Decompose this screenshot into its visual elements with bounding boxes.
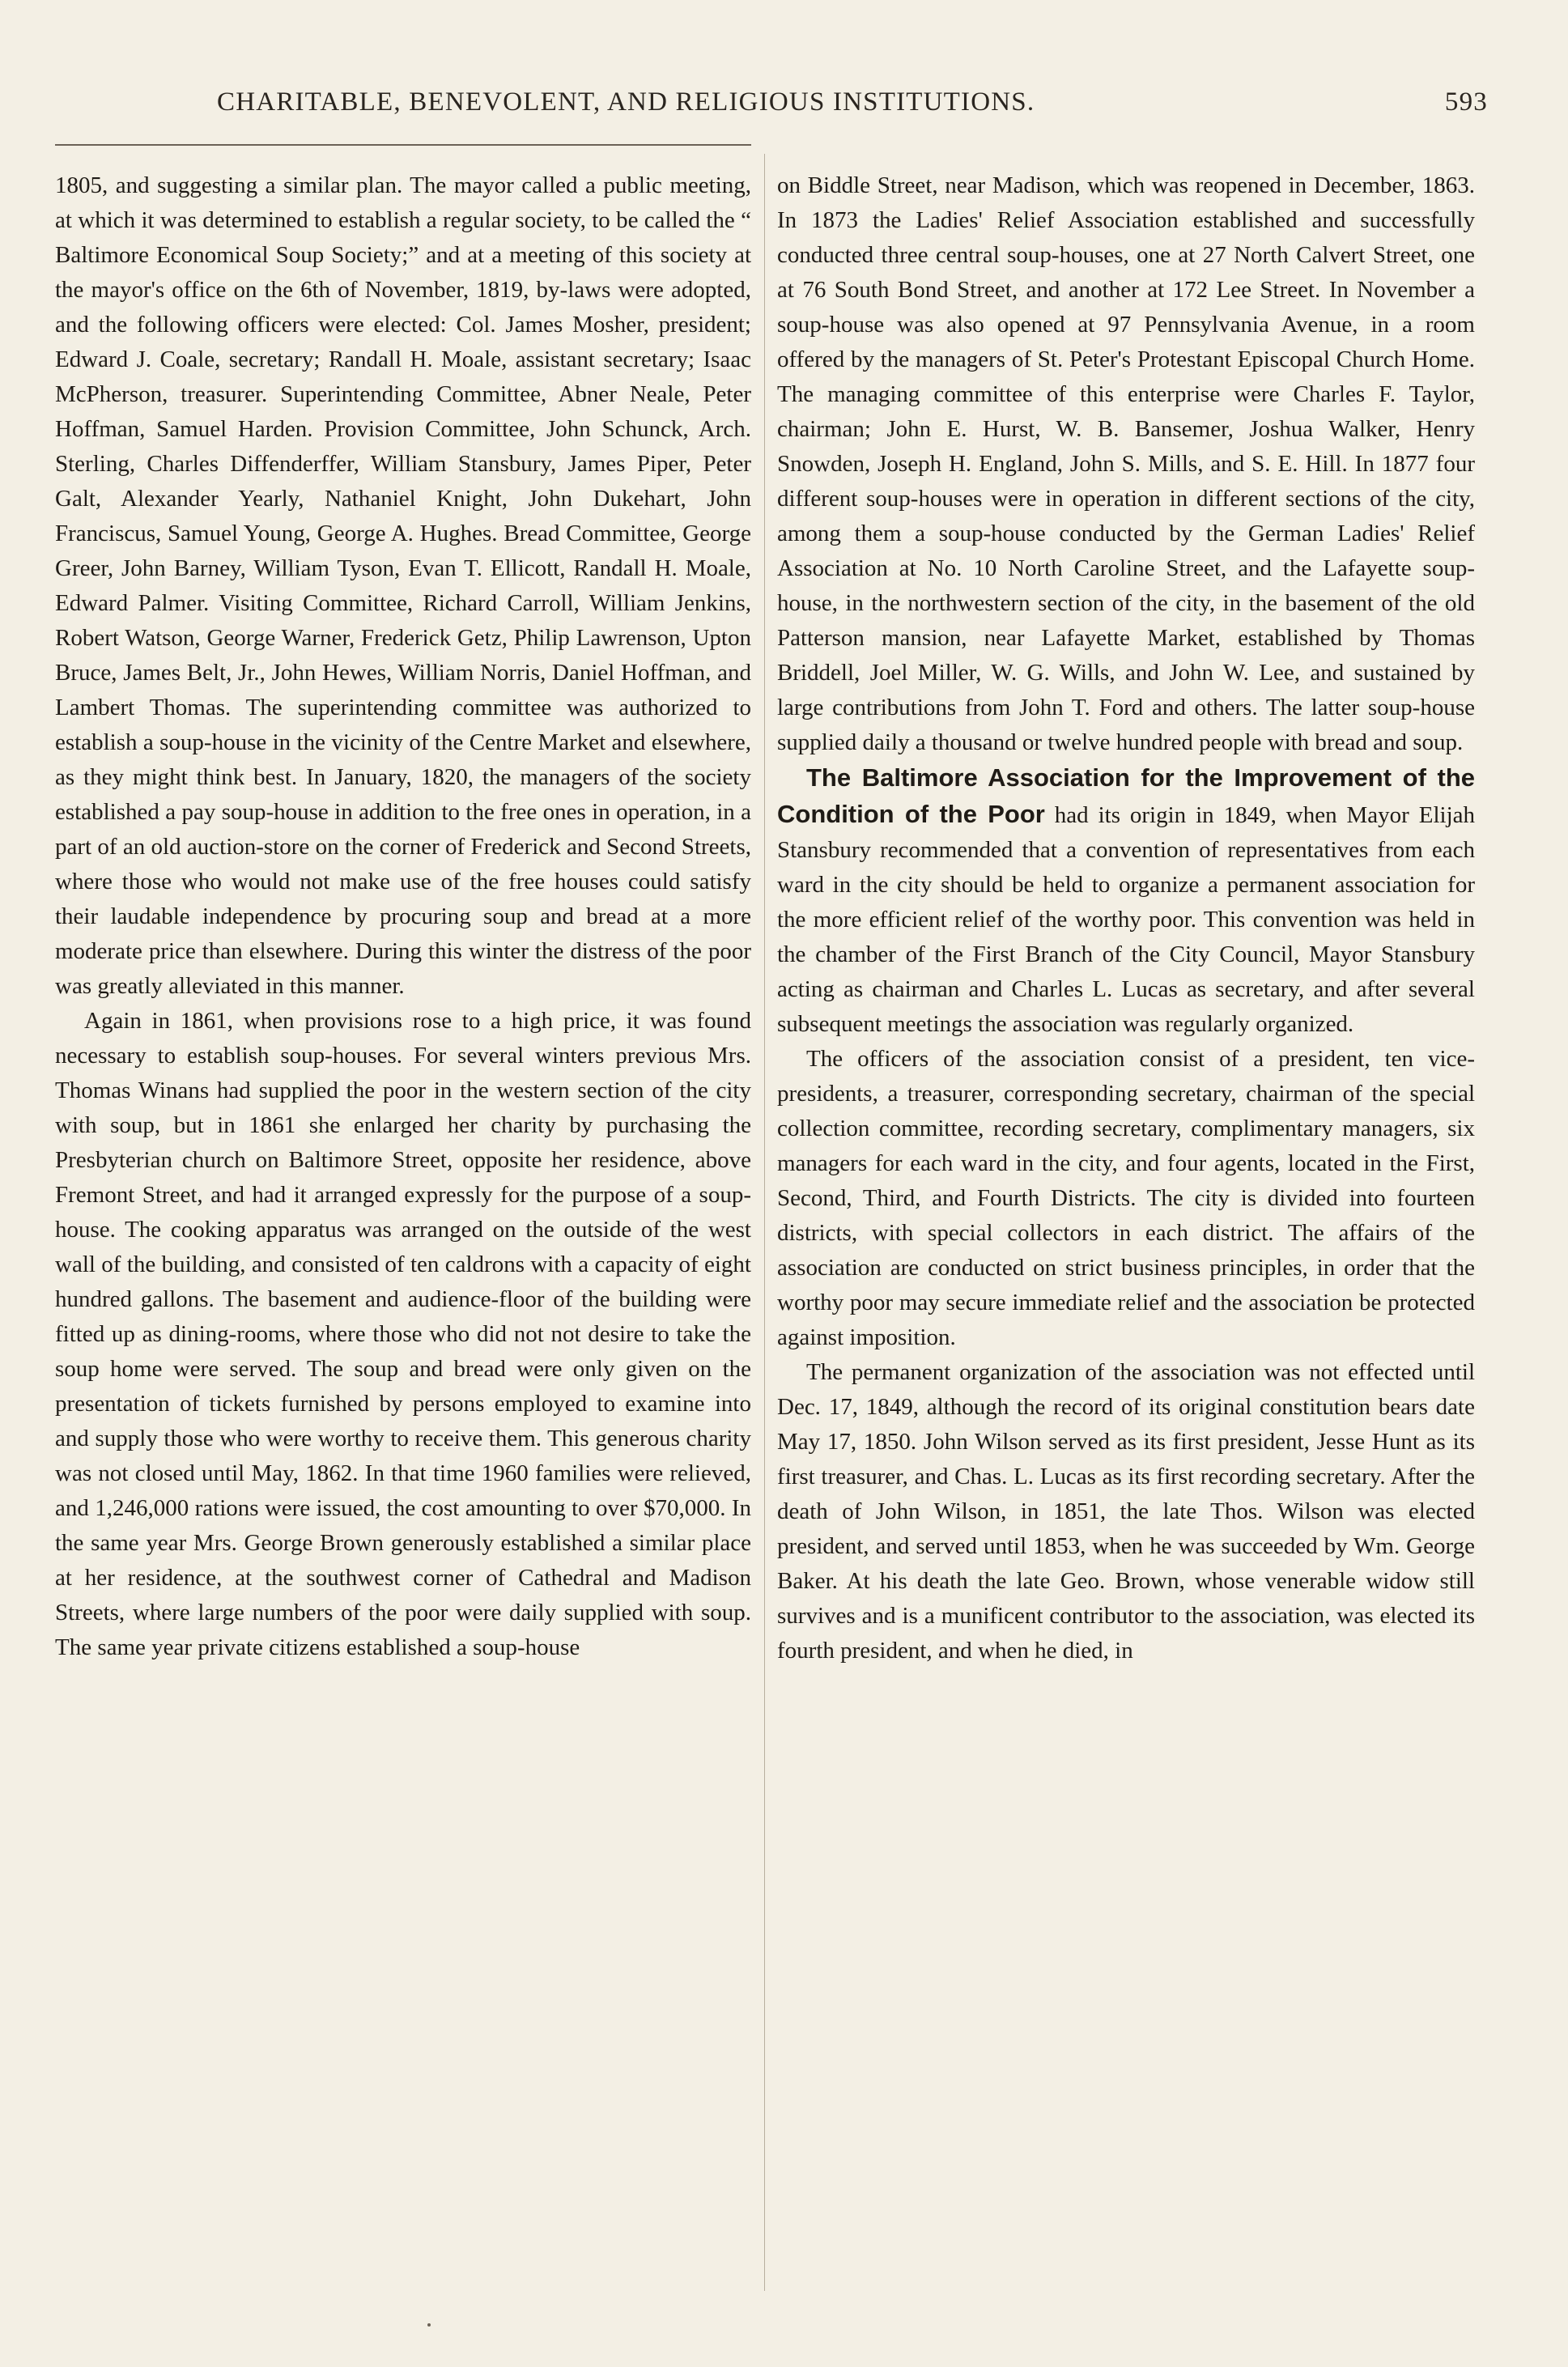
page-number: 593 [1444,87,1488,117]
paragraph-association [777,760,1475,1042]
print-speck [427,2323,431,2327]
header-rule [55,144,751,146]
paragraph-body: had its origin in 1849, when Mayor Elijah Stansbury recommended that a convention of representatives from each ward in the city should be held to organize a permanent association for the more efficient relief of the worthy poor. This convention was held in the chamber of the First Branch of the City Council, Mayor Stansbury acting as chairman and Charles L. Lucas as secretary, and after several subsequent meetings the association was regularly organized. [777,802,1475,1037]
left-column [55,168,751,2305]
paragraph: Again in 1861, when provisions rose to a high price, it was found necessary to establish soup-houses. For several winters previous Mrs. Thomas Winans had supplied the poor in the western section of the city with soup, but in 1861 she enlarged her charity by purchasing the Presbyterian church on Baltimore Street, opposite her residence, above Fremont Street, and had it arranged expressly for the purpose of a soup-house. The cooking apparatus was arranged on the outside of the west wall of the building, and consisted of ten caldrons with a capacity of eight hundred gallons. The basement and audience-floor of the building were fitted up as dining-rooms, where those who did not not desire to take the soup home were served. The soup and bread were only given on the presentation of tickets furnished by persons employed to examine into and supply those who were worthy to receive them. This generous charity was not closed until May, 1862. In that time 1960 families were relieved, and 1,246,000 rations were issued, the cost amounting to over $70,000. In the same year Mrs. George Brown generously established a similar place at her residence, at the southwest corner of Cathedral and Madison Streets, where large numbers of the poor were daily supplied with soup. The same year private citizens established a soup-house [55,1008,751,1660]
column-divider [764,154,765,2291]
running-title: CHARITABLE, BENEVOLENT, AND RELIGIOUS INSTITUTIONS. [217,87,1035,117]
paragraph: 1805, and suggesting a similar plan. The mayor called a public meeting, at which it was determined to establish a regular society, to be called the “ Baltimore Economical Soup Society;” and at a meeting of this society at the mayor's office on the 6th of November, 1819, by-laws were adopted, and the following officers were elected: Col. James Mosher, president; Edward J. Coale, secretary; Randall H. Moale, assistant secretary; Isaac McPherson, treasurer. Superintending Committee, Abner Neale, Peter Hoffman, Samuel Harden. Provision Committee, John Schunck, Arch. Sterling, Charles Diffenderffer, William Stansbury, James Piper, Peter Galt, Alexander Yearly, Nathaniel Knight, John Dukehart, John Franciscus, Samuel Young, George A. Hughes. Bread Committee, George Greer, John Barney, William Tyson, Evan T. Ellicott, Randall H. Moale, Edward Palmer. Visiting Committee, Richard Carroll, William Jenkins, Robert Watson, George Warner, Frederick Getz, Philip Lawrenson, Upton Bruce, James Belt, Jr., John Hewes, William Norris, Daniel Hoffman, and Lambert Thomas. The superintending committee was authorized to establish a soup-house in the vicinity of the Centre Market and elsewhere, as they might think best. In January, 1820, the managers of the society established a pay soup-house in addition to the free ones in operation, in a part of an old auction-store on the corner of Frederick and Second Streets, where those who would not make use of the free houses could satisfy their laudable independence by procuring soup and bread at a more moderate price than elsewhere. During this winter the distress of the poor was greatly alleviated in this manner. [55,172,751,999]
paragraph: on Biddle Street, near Madison, which was reopened in December, 1863. In 1873 the Ladies' Relief Association established and successfully conducted three central soup-houses, one at 27 North Calvert Street, one at 76 South Bond Street, and another at 172 Lee Street. In November a soup-house was also opened at 97 Pennsylvania Avenue, in a room offered by the managers of St. Peter's Protestant Episcopal Church Home. The managing committee of this enterprise were Charles F. Taylor, chairman; John E. Hurst, W. B. Bansemer, Joshua Walker, Henry Snowden, Joseph H. England, John S. Mills, and S. E. Hill. In 1877 four different soup-houses were in operation in different sections of the city, among them a soup-house conducted by the German Ladies' Relief Association at No. 10 North Caroline Street, and the Lafayette soup-house, in the northwestern section of the city, in the basement of the old Patterson mansion, near Lafayette Market, established by Thomas Briddell, Joel Miller, W. G. Wills, and John W. Lee, and sustained by large contributions from John T. Ford and others. The latter soup-house supplied daily a thousand or twelve hundred people with bread and soup. [777,172,1475,755]
paragraph: The officers of the association consist of a president, ten vice-presidents, a treasurer, corresponding secretary, chairman of the special collection committee, recording secretary, complimentary managers, six managers for each ward in the city, and four agents, located in the First, Second, Third, and Fourth Districts. The city is divided into fourteen districts, with special collectors in each district. The affairs of the association are conducted on strict business principles, in order that the worthy poor may secure immediate relief and the association be protected against imposition. [777,1046,1475,1350]
right-column [777,168,1475,2305]
paragraph: The permanent organization of the association was not effected until Dec. 17, 1849, although the record of its original constitution bears date May 17, 1850. John Wilson served as its first president, Jesse Hunt as its first treasurer, and Chas. L. Lucas as its first recording secretary. After the death of John Wilson, in 1851, the late Thos. Wilson was elected president, and served until 1853, when he was succeeded by Wm. George Baker. At his death the late Geo. Brown, whose venerable widow still survives and is a munificent contributor to the association, was elected its fourth president, and when he died, in [777,1359,1475,1664]
running-head [217,87,1488,117]
section-lead-heading: The Baltimore Association for the Improvement of the Condition of the Poor [777,763,1475,828]
